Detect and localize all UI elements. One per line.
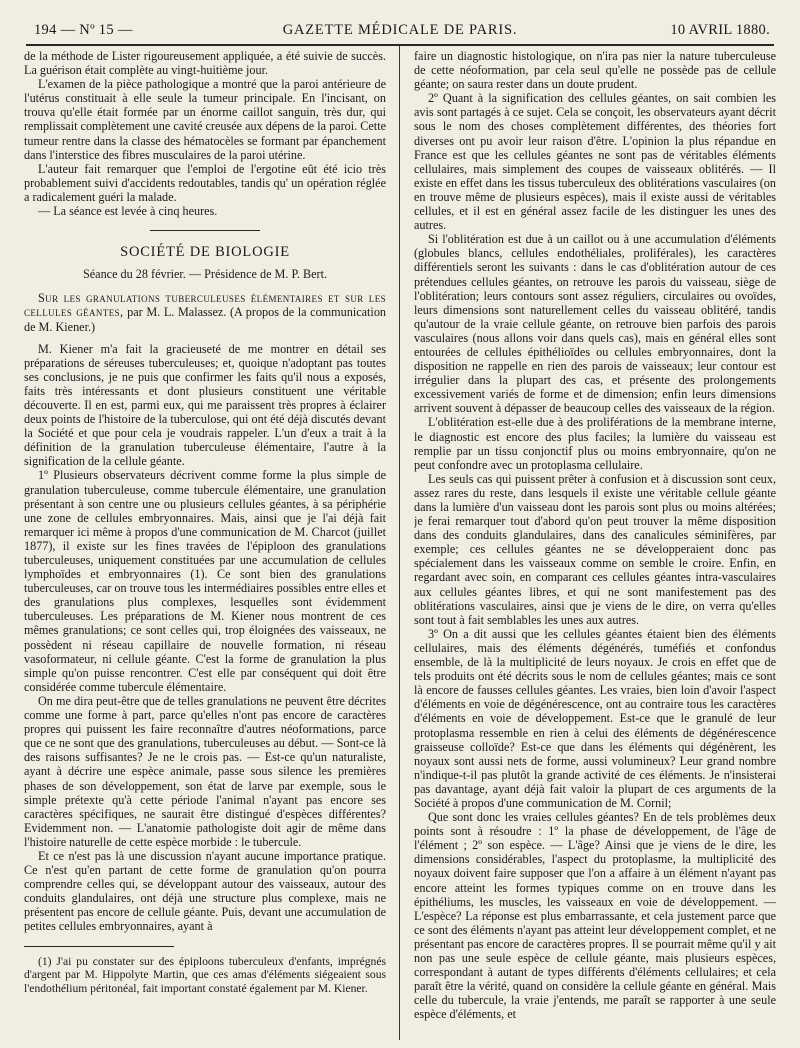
paragraph: de la méthode de Lister rigoureusement appliquée, a été suivie de succès. La guérison était complète au vingt-huitième jour. xyxy=(24,49,386,78)
paragraph: faire un diagnostic histologique, on n'ira pas nier la nature tuberculeuse de cette néoformation, par cela seul qu'elle ne possède pas de cellule géante; on saura rester dans un doute prudent. xyxy=(414,49,776,92)
paragraph: On me dira peut-être que de telles granulations ne peuvent être décrites comme une forme à part, parce qu'elles n'ont pas encore de caractères propres qui puissent les faire reconnaître d'autres néoformations, parce que ce ne sont que des granulations, tuberculeuses au début. — Sont-ce là des raisons suffisantes? Je ne le crois pas. — Est-ce qu'un naturaliste, ayant à décrire une espèce animale, passe sous silence les premières phases de son développement, son état de larve par exemple, sous le simple prétexte qu'à cette période l'animal n'ayant pas encore ses caractères spécifiques, ne saurait être distingué d'espèces différentes? Evidemment non. — L'anatomie pathologiste doit agir de même dans l'histoire naturelle de cette espèce morbide : le tubercule. xyxy=(24,693,386,849)
session-line: Séance du 28 février. — Présidence de M. P. Bert. xyxy=(82,267,328,282)
paragraph: Les seuls cas qui puissent prêter à confusion et à discussion sont ceux, assez rares du reste, dans lesquels il existe une véritable cellule géante dans la lumière d'un vaisseau dont les parois sont plus ou moins altérées; je ferai remarquer tout d'abord qu'on peut trouver la même disposition dans des conduits glandulaires, dans des canalicules séminifères, par exemple; ces cellules géantes ne se développeraient donc pas spécialement dans les vaisseaux comme on semble le croire. Enfin, en regardant avec soin, en comparant ces cellules géantes intra-vasculaires aux cellules géantes libres, et qui ne sont manifestement pas des oblitérations vasculaires, ainsi que je viens de le dire, on verra qu'elles sont tout à fait semblables les unes aux autres. xyxy=(414,471,776,627)
issue-date: 10 AVRIL 1880. xyxy=(670,22,770,38)
paragraph: — La séance est levée à cinq heures. xyxy=(38,204,218,219)
footnote-rule xyxy=(24,946,174,947)
paragraph: L'oblitération est-elle due à des proliférations de la membrane interne, le diagnostic est encore des plus faciles; la lumière du vaisseau est remplie par un tissu conjonctif plus ou moins embryonnaire, qu'on ne peut confondre avec un protoplasma cellulaire. xyxy=(414,415,776,472)
article-subtitle xyxy=(24,291,386,333)
section-divider xyxy=(150,230,260,231)
paragraph: L'auteur fait remarquer que l'emploi de l'ergotine eût été icio très probablement suivi d'accidents redoutables, tandis qu' un opération réglée a radicalement guéri la malade. xyxy=(24,161,386,204)
subtitle-caps: Sur les granulations tuberculeuses élémentaires et sur les cellules géantes, xyxy=(24,291,386,320)
paragraph: Que sont donc les vraies cellules géantes? En de tels problèmes deux points sont à résoudre : 1º la phase de développement, de l'âge de l'élément ; 2º son espèce. — L'âge? Ainsi que je viens de le dire, les dimensions considérables, l'aspect du protoplasme, la multiplicité des noyaux doivent faire supposer que l'on a affaire à un élément n'ayant pas encore atteint les formes typiques comme on en trouve dans les épithéliums, les muscles, les vaisseaux en voie de développement. — L'espèce? La réponse est plus embarrassante, et cela justement parce que ce sont des éléments n'ayant pas atteint leur développement complet, et ne présentant pas encore de caractères propres. Il se pourrait même qu'il y ait non pas une seule espèce de cellule géante, mais plusieurs espèces, correspondant à autant de types différents d'éléments cellulaires; et cela paraît être la vérité, quand on considère la cellule géante en général. Mais celle du tubercule, la vraie j'entends, me paraît se rapporter à une seule espèce d'éléments, et xyxy=(414,810,776,1022)
paragraph: 2º Quant à la signification des cellules géantes, on sait combien les avis sont partagés à ce sujet. Cela se conçoit, les observateurs ayant décrit sous le nom des choses complètement différentes, des théories fort diverses ont pu avoir leur raison d'être. L'opinion la plus répandue en France est que les cellules géantes ne sont pas de véritables éléments cellulaires, mais simplement des coupes de vaisseaux oblitérés. — Il existe en effet dans les tissus tuberculeux des oblitérations vasculaires (on en trouve même de plusieurs espèces), mais il existe aussi de véritables cellules, et il est en général assez facile de les distinguer les unes des autres. xyxy=(414,91,776,233)
paragraph: 1º Plusieurs observateurs décrivent comme forme la plus simple de granulation tuberculeuse, comme tubercule élémentaire, une granulation présentant à son centre une ou plusieurs cellules géantes, à sa périphérie une zone de cellules embryonnaires. Mais, ainsi que je l'ai déjà fait remarquer ici même à propos d'une communication de M. Charcot (juillet 1877), il existe sur les fines travées de l'épiploon des granulations tuberculeuses, uniquement constituées par une accumulation de cellules lymphoïdes et embryonnaires (1). Ce sont bien des granulations tuberculeuses, car on trouve tous les intermédiaires possibles entre elles et des granulations plus complexes, lesquelles sont évidemment tuberculeuses. Les préparations de M. Kiener nous montrent de ces mêmes granulations; ce sont celles qui, trop éloignées des vaisseaux, ne possèdent ni réseau capillaire de nouvelle formation, ni réseau vasoformateur, ni cellule géante. C'est la forme de granulation la plus simple qu'on puisse rencontrer. C'est elle par conséquent qui doit être considérée comme tubercule élémentaire. xyxy=(24,468,386,694)
section-title: SOCIÉTÉ DE BIOLOGIE xyxy=(120,244,290,261)
page-header xyxy=(26,20,774,42)
column-divider xyxy=(399,46,400,1040)
journal-title: GAZETTE MÉDICALE DE PARIS. xyxy=(282,22,518,38)
footnote: (1) J'ai pu constater sur des épiploons tuberculeux d'enfants, imprégnés d'argent par M. Hippolyte Martin, que ces amas d'éléments siégeaient sous l'endothélium péritonéal, fait important constaté également par M. Kiener. xyxy=(24,954,386,995)
left-column xyxy=(24,49,386,1034)
paragraph: Si l'oblitération est due à un caillot ou à une accumulation d'éléments (globules blancs, cellules endothéliales, proliférales), les caractères différentiels seront les suivants : dans le cas d'oblitération autour de ces prétendues cellules géantes, on retrouve les parois du vaisseau, siège de l'oblitération; leurs contours sont assez réguliers, circulaires ou ovoïdes, leurs dimensions sont naturellement celles du vaisseau oblitéré, tandis qu'autour de la vraie cellule géante, on retrouve bien parfois des parois vasculaires (nous allons voir dans quels cas), mais en général elles sont entourées de cellules épithélioïdes ou cellules embryonnaires, dont la disposition ne rappelle en rien des parois de vaisseaux; leur contour est irrégulier dans la plupart des cas, et présente des prolongements excessivement variés de forme et de dimension; enfin leurs dimensions arrivent souvent à dépasser de beaucoup celles des vaisseaux de la région. xyxy=(414,232,776,416)
paragraph: M. Kiener m'a fait la gracieuseté de me montrer en détail ses préparations de séreuses tuberculeuses; et, quoique n'adoptant pas toutes ses conclusions, je ne puis que confirmer les faits qu'il nous a exposés, faits très intéressants et dont plusieurs constituent une véritable découverte. Il en est, parmi eux, qui me paraissent très propres à éclairer deux points de l'histoire de la tuberculose, qui ont été déjà discutés devant la Société et que pour cela je voudrais rappeler. L'un d'eux a trait à la définition de la granulation tuberculeuse élémentaire, l'autre à la signification de la cellule géante. xyxy=(24,341,386,469)
right-column xyxy=(414,49,776,1034)
page-number: 194 — Nº 15 — xyxy=(34,22,133,38)
paragraph: Et ce n'est pas là une discussion n'ayant aucune importance pratique. Ce n'est qu'en partant de cette forme de granulation qu'on pourra comprendre celles qui, se développant autour des vaisseaux, autour des conduits glandulaires, ont déjà une structure plus complexe, mais ne présentent pas encore de cellule géante. Puis, devant une accumulation de petites cellules embryonnaires, ayant à xyxy=(24,848,386,934)
subtitle-rest: par M. L. Malassez. (A propos de la communication de M. Kiener.) xyxy=(24,305,386,334)
paragraph: L'examen de la pièce pathologique a montré que la paroi antérieure de l'utérus constituait à elle seule la tumeur principale. En l'incisant, on trouva qu'elle était formée par un énorme caillot sanguin, très dur, qui remplissait complètement une cavité creusée aux dépens de la paroi. Cette tumeur rentre dans la classe des hématocèles se formant par épanchement dans l'interstice des fibres musculaires de la paroi utérine. xyxy=(24,77,386,162)
paragraph: 3º On a dit aussi que les cellules géantes étaient bien des éléments cellulaires, mais des éléments dégénérés, tuméfiés et confondus ensemble, de là la multiplicité de leurs noyaux. Je crois en effet que de tels produits ont été décrits sous le nom de cellules géantes; mais ce sont là encore de fausses cellules géantes. Les vraies, bien loin d'avoir l'aspect d'éléments en voie de dégénérescence, ont au contraire tous les caractères d'éléments en voie de développement. Est-ce que le granulé de leur protoplasma ressemble en rien à celui des éléments de dégénérescence graisseuse colloïde? Est-ce que dans les éléments qui dégénèrent, les noyaux sont aussi nets de forme, aussi volumineux? Leur grand nombre n'indique-t-il pas plutôt la grande activité de ces éléments. Je n'insisterai pas davantage, ayant déjà fait valoir la plupart de ces arguments de la Société à propos d'une communication de M. Cornil; xyxy=(414,626,776,810)
header-rule xyxy=(26,44,774,46)
